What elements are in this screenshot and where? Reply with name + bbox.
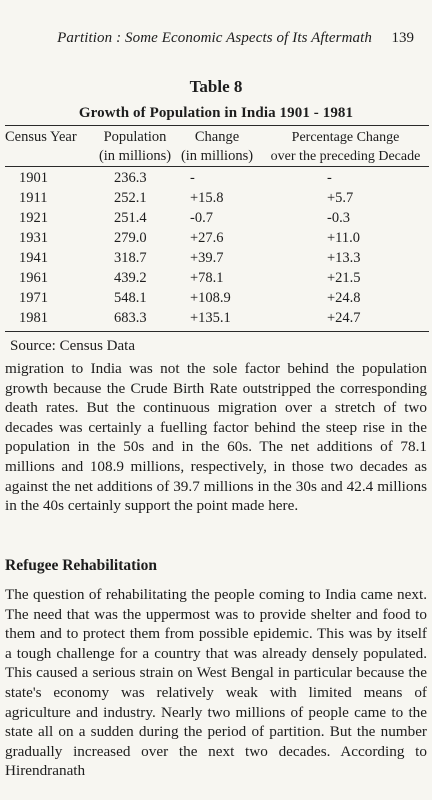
column-header-text: Change — [194, 129, 240, 145]
body-paragraph: migration to India was not the sole factor behind the population growth because the Crude Birth Rate outstripped the corresponding death rates. But the continuous migration over a stretch of two decades was certainly a fuelling factor behind the steep rise in the population in the 50s and in the 60s. The net additions of 78.1 millions and 108.9 millions, respectively, in those two decades as against the net additions of 39.7 millions in the 30s and 42.4 millions in the 40s certainly support the point made here. — [5, 360, 427, 515]
cell-year: 1931 — [19, 230, 48, 246]
table-row — [0, 209, 432, 229]
cell-change: - — [190, 170, 195, 186]
column-header-change — [175, 128, 259, 166]
table-bottom-rule — [5, 331, 429, 332]
cell-population: 251.4 — [114, 210, 147, 226]
cell-population: 439.2 — [114, 270, 147, 286]
page-number: 139 — [391, 30, 414, 46]
running-title: Partition : Some Economic Aspects of Its Aftermath — [57, 30, 372, 46]
cell-population: 548.1 — [114, 290, 147, 306]
running-head — [30, 30, 414, 50]
column-header-text: (in millions) — [180, 148, 254, 164]
table-title: Growth of Population in India 1901 - 1981 — [78, 105, 354, 121]
column-header-text: (in millions) — [98, 148, 172, 164]
column-header-text: Census Year — [5, 129, 77, 145]
cell-change: +15.8 — [190, 190, 224, 206]
cell-population: 252.1 — [114, 190, 147, 206]
cell-population: 236.3 — [114, 170, 147, 186]
table-row — [0, 229, 432, 249]
column-header-text: Percentage Change — [291, 130, 400, 145]
column-header-population — [95, 128, 175, 166]
cell-percent: +24.7 — [327, 310, 361, 326]
cell-population: 318.7 — [114, 250, 147, 266]
cell-year: 1981 — [19, 310, 48, 326]
cell-percent: +5.7 — [327, 190, 354, 206]
cell-percent: +24.8 — [327, 290, 361, 306]
table-row — [0, 269, 432, 289]
table-row — [0, 249, 432, 269]
body-paragraph: The question of rehabilitating the people coming to India came next. The need that was the uppermost was to provide shelter and food to them and to protect them from possible epidemic. This was by itself a tough challenge for a country that was already densely populated. This caused a serious strain on West Bengal in particular because the state's economy was relatively weak with limited means of agriculture and industry. Nearly two millions of people came to the state all on a sudden during the period of partition. But the number gradually increased over the next two decades. According to Hirendranath — [5, 586, 427, 780]
cell-population: 279.0 — [114, 230, 147, 246]
cell-population: 683.3 — [114, 310, 147, 326]
cell-change: +78.1 — [190, 270, 224, 286]
section-heading: Refugee Rehabilitation — [5, 557, 157, 574]
column-header-text: Population — [103, 129, 167, 145]
cell-change: +135.1 — [190, 310, 231, 326]
table-row — [0, 309, 432, 329]
cell-year: 1941 — [19, 250, 48, 266]
cell-year: 1961 — [19, 270, 48, 286]
cell-change: +108.9 — [190, 290, 231, 306]
cell-percent: +21.5 — [327, 270, 361, 286]
table-label: Table 8 — [189, 77, 243, 96]
cell-change: -0.7 — [190, 210, 213, 226]
cell-percent: -0.3 — [327, 210, 350, 226]
cell-change: +27.6 — [190, 230, 224, 246]
table-row — [0, 189, 432, 209]
table-header-rule — [5, 166, 429, 167]
table-row — [0, 289, 432, 309]
table-row — [0, 169, 432, 189]
cell-year: 1911 — [19, 190, 48, 206]
column-header-text: over the preceding Decade — [270, 149, 421, 164]
column-header-percentage-change — [262, 128, 429, 166]
cell-percent: - — [327, 170, 332, 186]
table-source: Source: Census Data — [10, 338, 135, 354]
cell-year: 1921 — [19, 210, 48, 226]
cell-percent: +11.0 — [327, 230, 361, 246]
cell-percent: +13.3 — [327, 250, 361, 266]
table-top-rule — [5, 125, 429, 126]
column-header-census-year — [5, 128, 95, 147]
table-body — [0, 169, 432, 329]
cell-year: 1901 — [19, 170, 48, 186]
cell-change: +39.7 — [190, 250, 224, 266]
cell-year: 1971 — [19, 290, 48, 306]
